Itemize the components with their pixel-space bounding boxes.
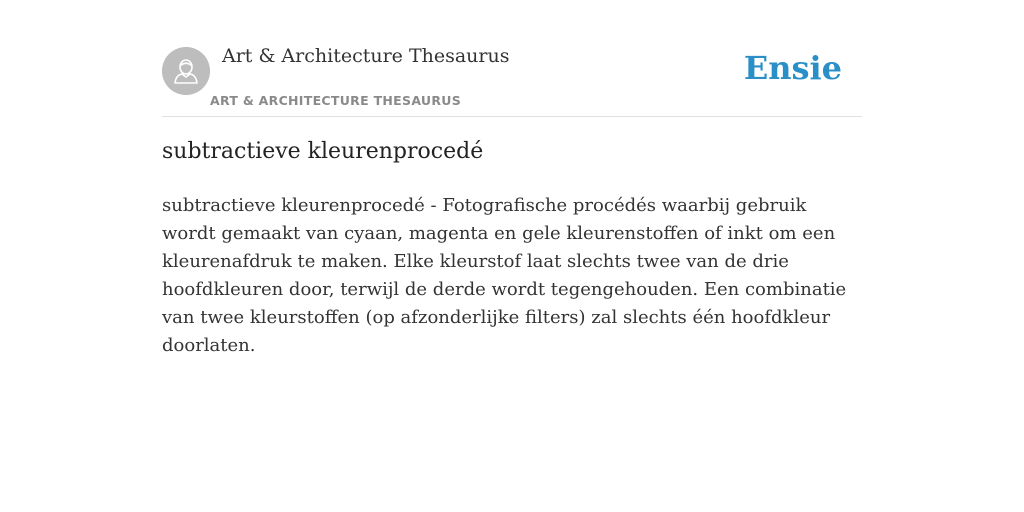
author-name[interactable]: Art & Architecture Thesaurus bbox=[222, 45, 510, 67]
ensie-logo[interactable]: Ensie bbox=[743, 49, 842, 87]
entry-title: subtractieve kleurenprocedé bbox=[162, 139, 484, 164]
header bbox=[162, 40, 862, 117]
entry-definition: subtractieve kleurenprocedé - Fotografische procédés waarbij gebruik wordt gemaakt van cyaan, magenta en gele kleurenstoffen of inkt om een kleurenafdruk te maken. Elke kleurstof laat slechts twee van de drie hoofdkleuren door, terwijl de derde wordt tegengehouden. Een combinatie van twee kleurstoffen (op afzonderlijke filters) zal slechts één hoofdkleur doorlaten. bbox=[162, 195, 847, 356]
author-subtitle[interactable]: ART & ARCHITECTURE THESAURUS bbox=[210, 93, 462, 108]
user-silhouette-icon[interactable] bbox=[162, 47, 210, 95]
